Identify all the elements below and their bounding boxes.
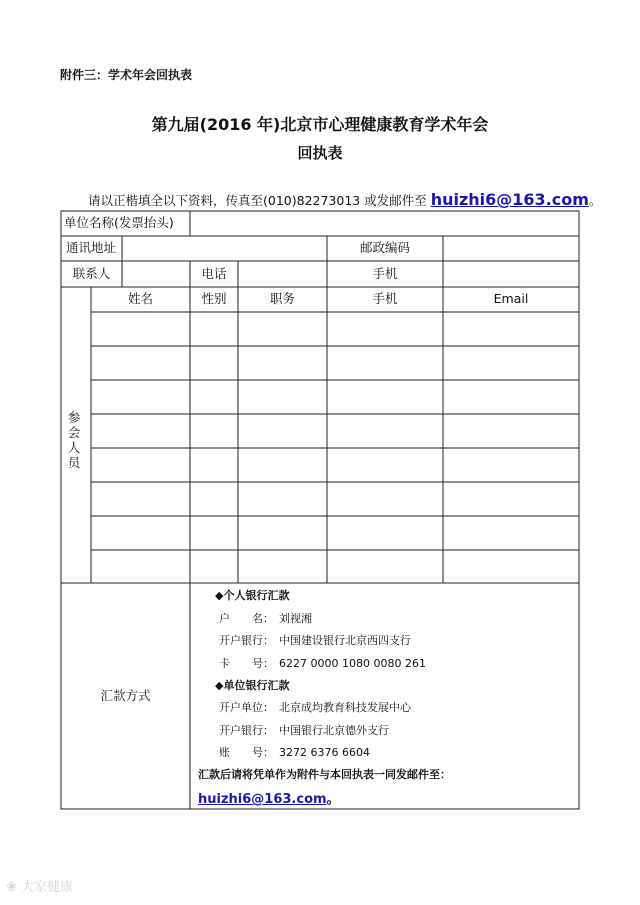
table-row[interactable] [92, 551, 578, 582]
phone-label: 电话 [201, 265, 227, 281]
phone-input[interactable] [239, 262, 326, 286]
column-header-email: Email [493, 291, 529, 307]
page-subtitle: 回执表 [297, 144, 343, 162]
personal-bank [219, 632, 411, 648]
unit-account-name-label: 开户单位： [219, 701, 274, 714]
table-row[interactable] [92, 381, 578, 413]
attachment-label: 附件三：学术年会回执表 [60, 68, 193, 82]
personal-bank-value: 中国建设银行北京西四支行 [279, 634, 411, 647]
mobile-input[interactable] [444, 262, 578, 286]
address-input[interactable] [123, 237, 326, 260]
payment-email-link[interactable]: huizhi6@163.com [198, 792, 327, 807]
unit-name-input[interactable] [191, 212, 578, 235]
page-title: 第九届(2016 年)北京市心理健康教育学术年会 [151, 115, 489, 134]
payment-method-label: 汇款方式 [100, 687, 151, 703]
table-row[interactable] [92, 449, 578, 481]
attendees-label [62, 410, 86, 470]
unit-bank-title: ◆单位银行汇款 [215, 679, 290, 692]
postal-code-label: 邮政编码 [359, 240, 410, 256]
personal-card-number [219, 655, 426, 671]
column-header-position: 职务 [269, 291, 295, 307]
address-label: 通讯地址 [66, 240, 117, 256]
watermark [6, 876, 73, 895]
table-row[interactable] [92, 313, 578, 345]
unit-bank [219, 722, 389, 738]
personal-card-number-label: 卡 号： [219, 657, 274, 670]
unit-name-label: 单位名称(发票抬头) [64, 215, 174, 231]
personal-account-name [219, 610, 312, 626]
payment-email-line [198, 788, 340, 807]
table-row[interactable] [92, 415, 578, 447]
unit-account-name [219, 699, 411, 715]
unit-account-name-value: 北京成均教育科技发展中心 [279, 701, 411, 714]
contact-input[interactable] [123, 262, 189, 286]
attendees-label-text: 参会人员 [67, 410, 81, 470]
table-row[interactable] [92, 517, 578, 549]
table-row[interactable] [92, 347, 578, 379]
column-header-name: 姓名 [127, 291, 153, 307]
unit-account-number-value: 3272 6376 6604 [279, 746, 370, 759]
watermark-logo-icon: ❀ [6, 880, 22, 895]
unit-bank-label: 开户银行： [219, 724, 274, 737]
postal-code-input[interactable] [444, 237, 578, 260]
table-row[interactable] [92, 483, 578, 515]
intro-end: 。 [588, 193, 602, 208]
watermark-text: 大家健康 [21, 880, 74, 895]
personal-card-number-value: 6227 0000 1080 0080 261 [279, 657, 426, 670]
personal-bank-label: 开户银行： [219, 634, 274, 647]
unit-account-number [219, 744, 370, 760]
personal-account-name-value: 刘视湘 [279, 612, 312, 625]
unit-account-number-label: 账 号： [219, 746, 274, 759]
payment-email-end: 。 [326, 792, 340, 807]
personal-account-name-label: 户 名： [219, 612, 274, 625]
payment-note: 汇款后请将凭单作为附件与本回执表一同发邮件至： [198, 768, 451, 781]
unit-bank-value: 中国银行北京德外支行 [279, 724, 389, 737]
contact-label: 联系人 [72, 265, 111, 281]
column-header-gender: 性别 [201, 291, 227, 307]
intro-text: 请以正楷填全以下资料，传真至(010)82273013 或发邮件至 [88, 193, 427, 208]
mobile-label: 手机 [372, 265, 398, 281]
intro-email-link[interactable]: huizhi6@163.com [430, 190, 589, 209]
personal-bank-title: ◆个人银行汇款 [215, 589, 290, 602]
column-header-mobile: 手机 [372, 291, 398, 307]
